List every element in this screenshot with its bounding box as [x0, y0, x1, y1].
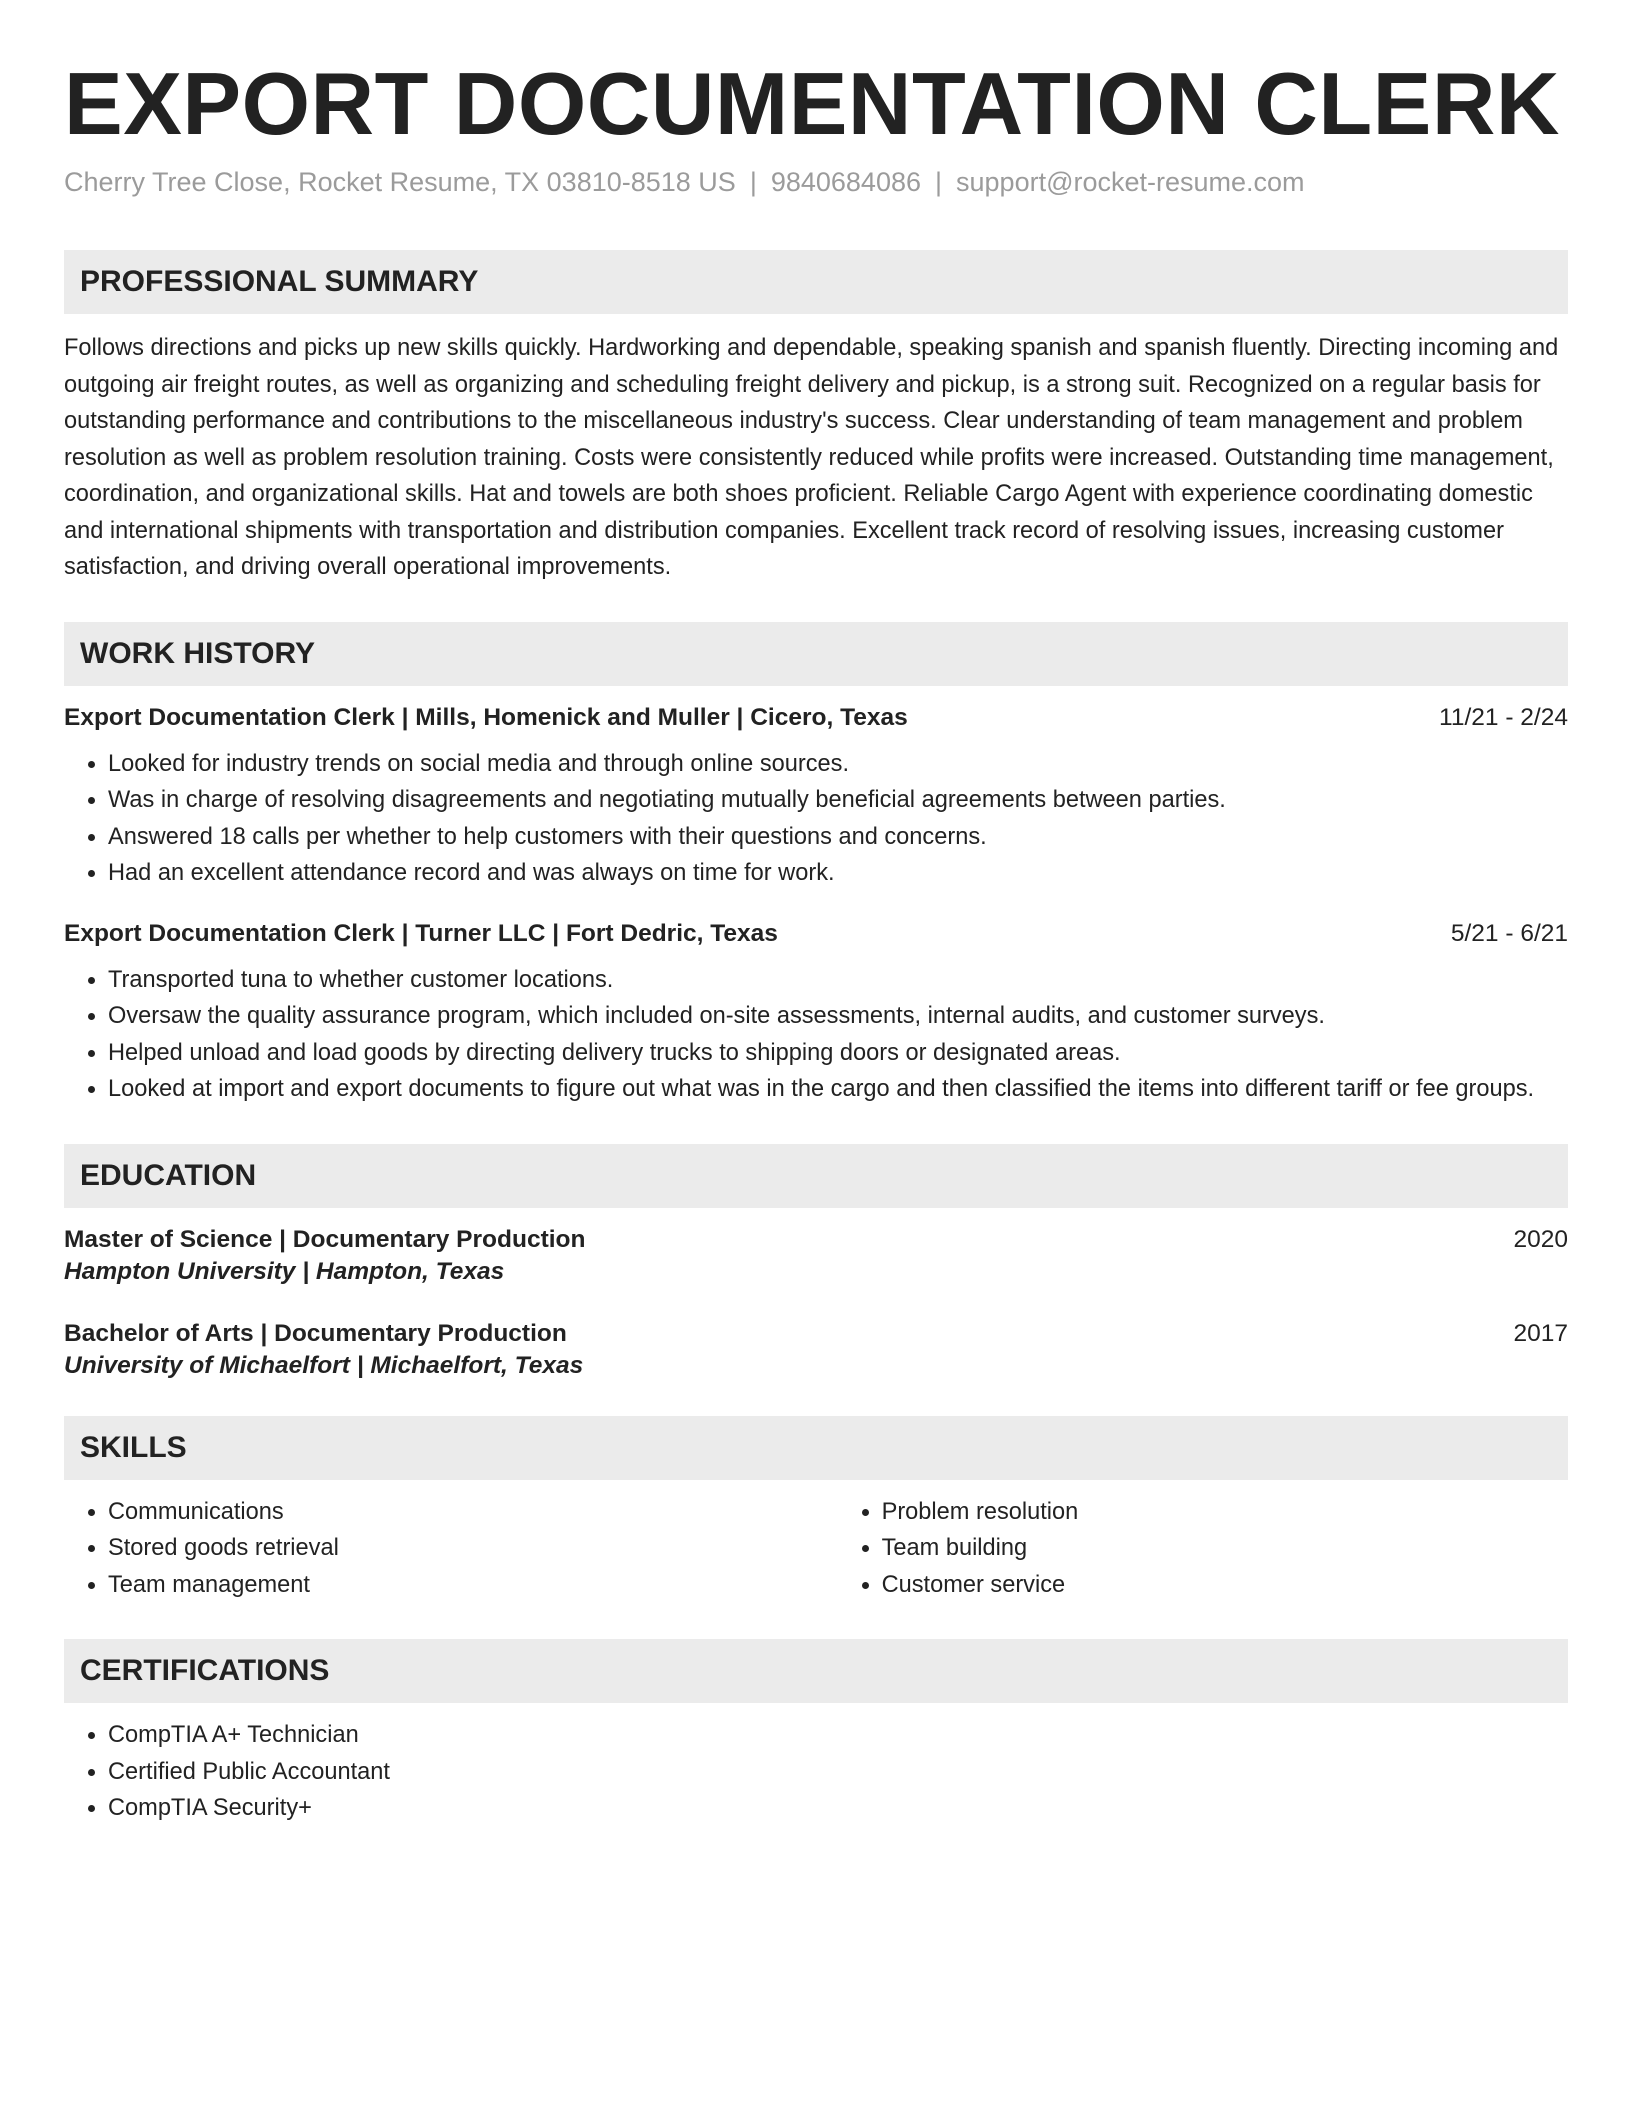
work-history-section: [64, 622, 1568, 1108]
job-bullet: • Looked at import and export documents to figure out what was in the cargo and then classified the items into different tariff or fee groups.: [108, 1071, 1568, 1108]
contact-separator: |: [749, 167, 757, 198]
skill-item: • Team management: [108, 1567, 838, 1604]
job-dates: 5/21 - 6/21: [1450, 919, 1568, 947]
education-entry: [64, 1320, 1568, 1380]
summary-section: [64, 250, 1568, 586]
job-entry: [64, 920, 1568, 1108]
skill-item: • Problem resolution: [882, 1494, 1568, 1531]
contact-address: Cherry Tree Close, Rocket Resume, TX 03810-8518 US: [64, 167, 736, 198]
candidate-name: EXPORT DOCUMENTATION CLERK: [64, 54, 1560, 153]
job-entry: [64, 704, 1568, 892]
certification-item: • CompTIA Security+: [108, 1790, 1568, 1827]
contact-email: support@rocket-resume.com: [956, 167, 1305, 198]
skill-item: • Stored goods retrieval: [108, 1530, 838, 1567]
skills-section: [64, 1416, 1568, 1604]
job-bullet: • Answered 18 calls per whether to help customers with their questions and concerns.: [108, 819, 1568, 856]
education-year: 2017: [1513, 1319, 1568, 1347]
contact-phone: 9840684086: [770, 167, 921, 198]
education-header: [64, 1320, 1568, 1348]
education-degree: Master of Science | Documentary Production: [64, 1225, 586, 1253]
education-school: Hampton University | Hampton, Texas: [64, 1257, 505, 1285]
job-heading: Export Documentation Clerk | Turner LLC | Fort Dedric, Texas: [64, 919, 778, 947]
skill-item: • Team building: [882, 1530, 1568, 1567]
job-bullet: • Transported tuna to whether customer locations.: [108, 962, 1568, 999]
certifications-section-title: CERTIFICATIONS: [64, 1639, 1568, 1703]
certifications-section: [64, 1639, 1568, 1827]
skill-item: • Customer service: [882, 1567, 1568, 1604]
summary-section-title: PROFESSIONAL SUMMARY: [64, 250, 1568, 314]
job-bullets: [64, 962, 1568, 1108]
certification-item: • Certified Public Accountant: [108, 1754, 1568, 1791]
job-bullet: • Had an excellent attendance record and was always on time for work.: [108, 855, 1568, 892]
work-history-section-title: WORK HISTORY: [64, 622, 1568, 686]
education-year: 2020: [1513, 1225, 1568, 1253]
skill-item: • Communications: [108, 1494, 838, 1531]
job-bullets: [64, 746, 1568, 892]
job-heading: Export Documentation Clerk | Mills, Homenick and Muller | Cicero, Texas: [64, 703, 908, 731]
job-bullet: • Was in charge of resolving disagreements and negotiating mutually beneficial agreements between parties.: [108, 782, 1568, 819]
job-bullet: • Oversaw the quality assurance program, which included on-site assessments, internal audits, and customer surveys.: [108, 998, 1568, 1035]
contact-line: [64, 165, 1568, 200]
job-header: [64, 704, 1568, 732]
certifications-list: [64, 1717, 1568, 1827]
education-header: [64, 1226, 1568, 1254]
education-degree: Bachelor of Arts | Documentary Production: [64, 1319, 567, 1347]
skills-section-title: SKILLS: [64, 1416, 1568, 1480]
job-bullet: • Helped unload and load goods by directing delivery trucks to shipping doors or designated areas.: [108, 1035, 1568, 1072]
contact-separator: |: [935, 167, 943, 198]
certification-item: • CompTIA A+ Technician: [108, 1717, 1568, 1754]
education-section-title: EDUCATION: [64, 1144, 1568, 1208]
skills-list-left: [64, 1494, 838, 1604]
summary-text: Follows directions and picks up new skills quickly. Hardworking and dependable, speaking spanish and spanish fluently. Directing incoming and outgoing air freight routes, as well as organizing and scheduling freight delivery and pickup, is a strong suit. Recognized on a regular basis for outstanding performance and contributions to the miscellaneous industry's success. Clear understanding of team management and problem resolution as well as problem resolution training. Costs were consistently reduced while profits were increased. Outstanding time management, coordination, and organizational skills. Hat and towels are both shoes proficient. Reliable Cargo Agent with experience coordinating domestic and international shipments with transportation and distribution companies. Excellent track record of resolving issues, increasing customer satisfaction, and driving overall operational improvements.: [64, 335, 1559, 581]
education-section: [64, 1144, 1568, 1380]
education-entry: [64, 1226, 1568, 1286]
skills-grid: [64, 1494, 1568, 1604]
job-header: [64, 920, 1568, 948]
job-bullet: • Looked for industry trends on social media and through online sources.: [108, 746, 1568, 783]
skills-list-right: [838, 1494, 1568, 1604]
education-school: University of Michaelfort | Michaelfort, Texas: [64, 1351, 584, 1379]
job-dates: 11/21 - 2/24: [1439, 703, 1568, 731]
